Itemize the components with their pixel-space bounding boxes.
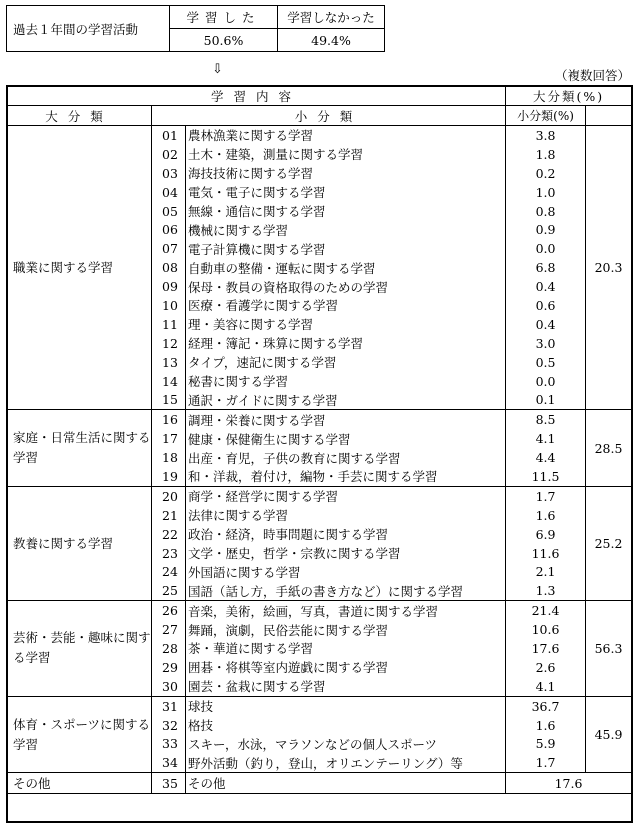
- item-number: 27: [152, 620, 186, 639]
- item-label: 自動車の整備・運転に関する学習: [186, 258, 506, 277]
- item-pct: 0.2: [506, 164, 586, 183]
- item-pct: 11.6: [506, 544, 586, 563]
- item-number: 20: [152, 486, 186, 505]
- major-total-pct: 20.3: [586, 126, 632, 410]
- item-pct: 0.9: [506, 220, 586, 239]
- table-row-other: [7, 773, 632, 794]
- item-number: 01: [152, 126, 186, 145]
- other-pct: 17.6: [506, 773, 632, 794]
- item-pct: 5.9: [506, 735, 586, 754]
- item-label: 和・洋裁，着付け，編物・手芸に関する学習: [186, 467, 506, 486]
- item-pct: 11.5: [506, 467, 586, 486]
- item-label: 茶・華道に関する学習: [186, 639, 506, 658]
- item-number: 08: [152, 258, 186, 277]
- item-label: 球技: [186, 696, 506, 715]
- item-number: 35: [152, 773, 186, 794]
- item-label: スキー，水泳，マラソンなどの個人スポーツ: [186, 735, 506, 754]
- header-major: 大分類: [7, 106, 152, 126]
- item-pct: 0.4: [506, 315, 586, 334]
- table-row: [7, 601, 632, 620]
- item-label: 政治・経済，時事問題に関する学習: [186, 525, 506, 544]
- item-label: 舞踊，演劇，民俗芸能に関する学習: [186, 620, 506, 639]
- item-label: 野外活動（釣り，登山，オリエンテーリング）等: [186, 753, 506, 772]
- studied-header: 学習した: [170, 6, 278, 29]
- item-label: 海技技術に関する学習: [186, 164, 506, 183]
- item-number: 09: [152, 277, 186, 296]
- header-blank: [586, 106, 632, 126]
- item-number: 33: [152, 735, 186, 754]
- item-label: 電子計算機に関する学習: [186, 239, 506, 258]
- item-pct: 1.7: [506, 486, 586, 505]
- item-label: 健康・保健衛生に関する学習: [186, 429, 506, 448]
- not-studied-pct: 49.4%: [278, 29, 385, 52]
- major-total-pct: 56.3: [586, 601, 632, 696]
- item-label: 外国語に関する学習: [186, 562, 506, 581]
- table-row: [7, 410, 632, 429]
- major-total-pct: 25.2: [586, 486, 632, 600]
- table-row: [7, 486, 632, 505]
- item-pct: 0.8: [506, 202, 586, 221]
- item-pct: 0.4: [506, 277, 586, 296]
- item-pct: 1.0: [506, 183, 586, 202]
- item-pct: 8.5: [506, 410, 586, 429]
- item-label: 土木・建築，測量に関する学習: [186, 145, 506, 164]
- item-label: 電気・電子に関する学習: [186, 183, 506, 202]
- item-number: 24: [152, 562, 186, 581]
- item-label: 理・美容に関する学習: [186, 315, 506, 334]
- item-number: 22: [152, 525, 186, 544]
- summary-table: [6, 5, 385, 52]
- not-studied-header: 学習しなかった: [278, 6, 385, 29]
- item-pct: 1.7: [506, 753, 586, 772]
- item-number: 17: [152, 429, 186, 448]
- item-number: 12: [152, 334, 186, 353]
- summary-label: 過去１年間の学習活動: [7, 6, 170, 52]
- item-label: 調理・栄養に関する学習: [186, 410, 506, 429]
- major-category: 体育・スポーツに関する学習: [7, 696, 152, 773]
- item-label: 医療・看護学に関する学習: [186, 296, 506, 315]
- major-category: 家庭・日常生活に関する学習: [7, 410, 152, 487]
- item-number: 05: [152, 202, 186, 221]
- item-number: 13: [152, 353, 186, 372]
- item-number: 25: [152, 581, 186, 600]
- item-label: 園芸・盆栽に関する学習: [186, 677, 506, 696]
- item-number: 34: [152, 753, 186, 772]
- item-pct: 4.4: [506, 448, 586, 467]
- item-pct: 2.6: [506, 658, 586, 677]
- item-pct: 10.6: [506, 620, 586, 639]
- item-pct: 3.8: [506, 126, 586, 145]
- item-pct: 6.8: [506, 258, 586, 277]
- item-pct: 1.6: [506, 716, 586, 735]
- item-number: 32: [152, 716, 186, 735]
- item-number: 02: [152, 145, 186, 164]
- item-label: 無線・通信に関する学習: [186, 202, 506, 221]
- item-number: 11: [152, 315, 186, 334]
- item-label: 法律に関する学習: [186, 506, 506, 525]
- item-pct: 2.1: [506, 562, 586, 581]
- item-number: 18: [152, 448, 186, 467]
- item-pct: 17.6: [506, 639, 586, 658]
- item-number: 21: [152, 506, 186, 525]
- item-label: 経理・簿記・珠算に関する学習: [186, 334, 506, 353]
- item-pct: 0.0: [506, 372, 586, 391]
- item-pct: 0.0: [506, 239, 586, 258]
- item-number: 31: [152, 696, 186, 715]
- item-label: 通訳・ガイドに関する学習: [186, 390, 506, 409]
- item-number: 04: [152, 183, 186, 202]
- learning-content-table: [6, 85, 632, 794]
- item-pct: 1.3: [506, 581, 586, 600]
- item-pct: 4.1: [506, 677, 586, 696]
- item-number: 23: [152, 544, 186, 563]
- header-major-pct: 大分類(%): [506, 86, 632, 106]
- item-label: 格技: [186, 716, 506, 735]
- major-category: 職業に関する学習: [7, 126, 152, 410]
- item-number: 10: [152, 296, 186, 315]
- item-number: 14: [152, 372, 186, 391]
- item-label: 機械に関する学習: [186, 220, 506, 239]
- item-number: 30: [152, 677, 186, 696]
- item-pct: 21.4: [506, 601, 586, 620]
- item-pct: 3.0: [506, 334, 586, 353]
- header-minor-pct: 小分類(%): [506, 106, 586, 126]
- item-label: 文学・歴史，哲学・宗教に関する学習: [186, 544, 506, 563]
- item-number: 29: [152, 658, 186, 677]
- major-category: 教養に関する学習: [7, 486, 152, 600]
- major-total-pct: 45.9: [586, 696, 632, 773]
- item-label: その他: [186, 773, 506, 794]
- item-label: 農林漁業に関する学習: [186, 126, 506, 145]
- multiple-answer-note: （複数回答）: [554, 68, 630, 83]
- item-pct: 4.1: [506, 429, 586, 448]
- item-label: 出産・育児，子供の教育に関する学習: [186, 448, 506, 467]
- item-pct: 36.7: [506, 696, 586, 715]
- table-row: [7, 126, 632, 145]
- studied-pct: 50.6%: [170, 29, 278, 52]
- item-label: 保母・教員の資格取得のための学習: [186, 277, 506, 296]
- item-pct: 1.8: [506, 145, 586, 164]
- item-label: 囲碁・将棋等室内遊戯に関する学習: [186, 658, 506, 677]
- item-pct: 0.1: [506, 390, 586, 409]
- item-pct: 0.6: [506, 296, 586, 315]
- item-label: 音楽，美術，絵画，写真，書道に関する学習: [186, 601, 506, 620]
- item-label: タイプ，速記に関する学習: [186, 353, 506, 372]
- item-label: 秘書に関する学習: [186, 372, 506, 391]
- major-category: その他: [7, 773, 152, 794]
- item-number: 19: [152, 467, 186, 486]
- item-pct: 0.5: [506, 353, 586, 372]
- table-row: [7, 696, 632, 715]
- item-number: 28: [152, 639, 186, 658]
- item-number: 26: [152, 601, 186, 620]
- item-number: 03: [152, 164, 186, 183]
- header-content: 学習内容: [7, 86, 506, 106]
- item-pct: 1.6: [506, 506, 586, 525]
- header-minor: 小分類: [152, 106, 506, 126]
- item-number: 15: [152, 390, 186, 409]
- item-number: 07: [152, 239, 186, 258]
- major-category: 芸術・芸能・趣味に関する学習: [7, 601, 152, 696]
- down-arrow-icon: ⇩: [212, 62, 223, 77]
- item-label: 商学・経営学に関する学習: [186, 486, 506, 505]
- item-number: 16: [152, 410, 186, 429]
- major-total-pct: 28.5: [586, 410, 632, 487]
- item-pct: 6.9: [506, 525, 586, 544]
- item-number: 06: [152, 220, 186, 239]
- item-label: 国語（話し方，手紙の書き方など）に関する学習: [186, 581, 506, 600]
